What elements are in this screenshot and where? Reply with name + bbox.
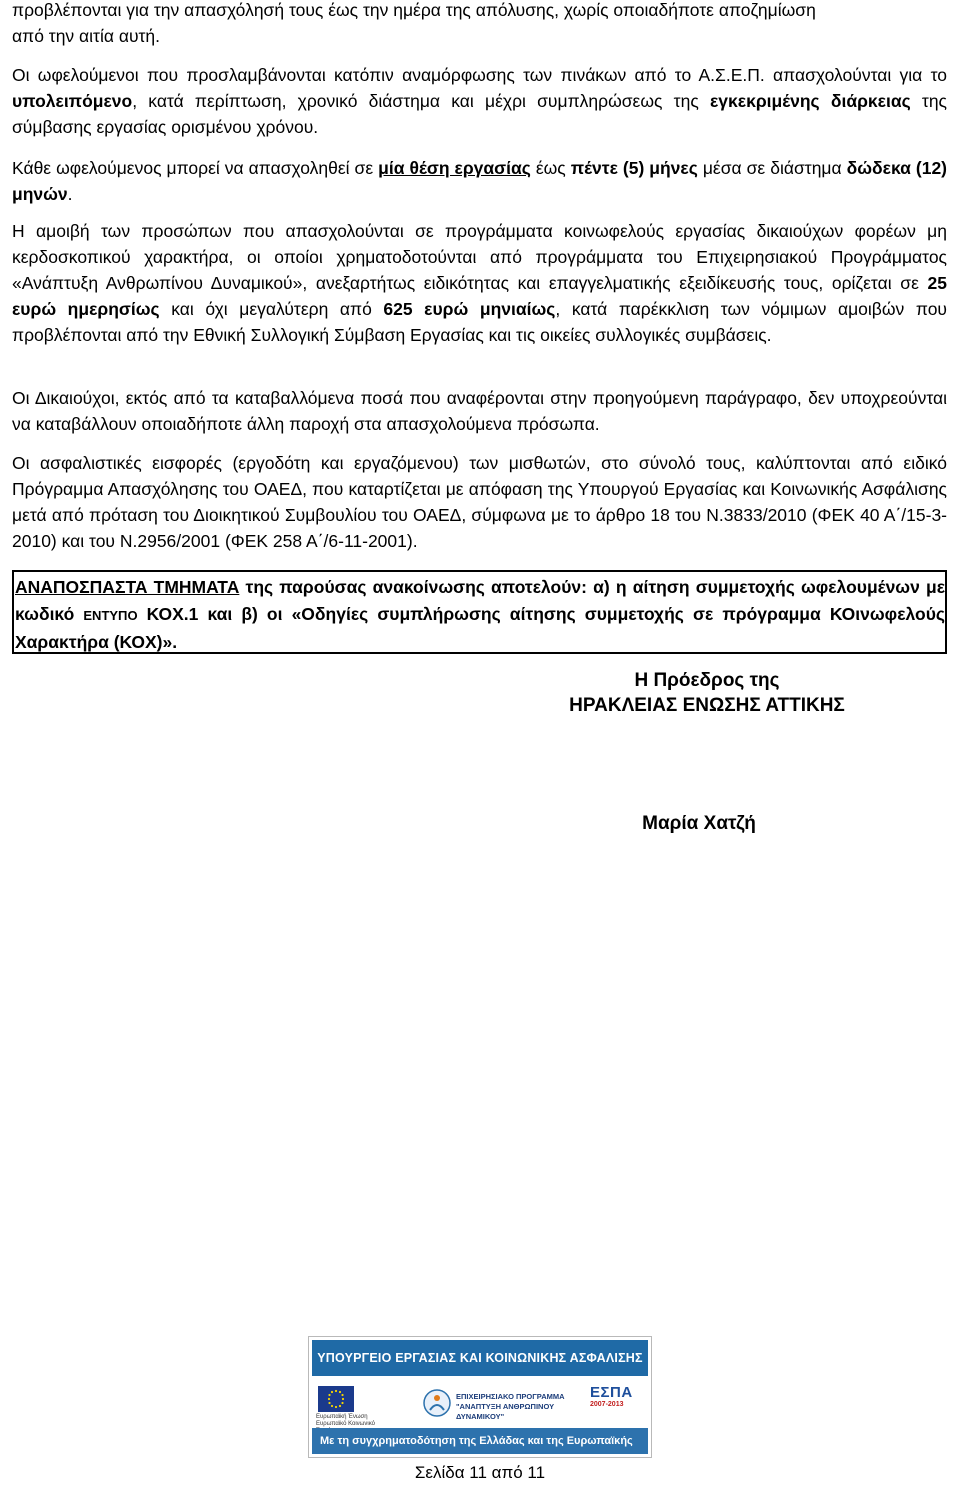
eu-flag-icon — [318, 1386, 354, 1412]
text-run: . — [67, 184, 73, 204]
bold-text: εγκεκριμένης διάρκειας — [709, 91, 911, 111]
espa-word: ΕΣΠΑ — [590, 1384, 633, 1401]
text-run: Κάθε ωφελούμενος μπορεί να απασχοληθεί σε — [12, 158, 379, 178]
programme-line2: "ΑΝΑΠΤΥΞΗ ΑΝΘΡΩΠΙΝΟΥ ΔΥΝΑΜΙΚΟΥ" — [456, 1402, 555, 1421]
espa-years: 2007-2013 — [590, 1401, 624, 1408]
programme-line1: ΕΠΙΧΕΙΡΗΣΙΑΚΟ ΠΡΟΓΡΑΜΜΑ — [456, 1392, 565, 1401]
text-run: της παρούσας ανακοίνωσης αποτελούν: α) η αίτηση συμμετοχής ωφελουμένων με κωδικό — [15, 577, 946, 624]
bold-text: 25 ευρώ ημερησίως — [12, 273, 947, 319]
text-run: της σύμβασης εργασίας ορισμένου χρόνου. — [12, 91, 947, 137]
text-run: Οι ασφαλιστικές εισφορές (εργοδότη και εργαζόμενου) των μισθωτών, στο σύνολό τους, καλύπτονται από ειδικό Πρόγραμμα Απασχόλησης του ΟΑΕΔ, που καταρτίζεται με απόφαση της Υπουργού Εργασίας και Κοινωνικής Ασφάλισης μετά από πρόταση του Διοικητικού Συμβουλίου του ΟΑΕΔ, σύμφωνα με το άρθρο 18 του Ν.3833/2010 (ΦΕΚ 40 Α΄/15-3-2010) και του Ν.2956/2001 (ΦΕΚ 258 Α΄/6-11-2001). — [12, 453, 947, 551]
paragraph-duration — [12, 155, 947, 207]
text-line: προβλέπονται για την απασχόλησή τους έως την ημέρα της απόλυσης, χωρίς οποιαδήποτε αποζημίωση — [12, 0, 816, 20]
signature-role — [566, 670, 848, 717]
paragraph-insurance — [12, 450, 947, 554]
bold-text: δώδεκα (12) μηνών — [12, 158, 948, 204]
notice-box — [12, 570, 947, 654]
text-run: , κατά περίπτωση, χρονικό διάστημα και μέχρι συμπληρώσεως της — [132, 91, 710, 111]
paragraph-remuneration — [12, 218, 947, 348]
signature-role-line1: Η Πρόεδρος της — [634, 670, 780, 691]
text-run: Οι ωφελούμενοι που προσλαμβάνονται κατόπιν αναμόρφωσης των πινάκων από το Α.Σ.Ε.Π. απασχολούνται για το — [12, 65, 947, 85]
operational-programme-logo — [422, 1384, 577, 1424]
paragraph-dismissal — [12, 0, 947, 49]
text-run: , κατά παρέκκλιση των νόμιμων αμοιβών που προβλέπονται από την Εθνική Συλλογική Σύμβαση Εργασίας και τις οικείες συλλογικές συμβάσεις. — [12, 299, 947, 345]
text-run: ΚΟΧ.1 και β) οι «Οδηγίες συμπλήρωσης αίτησης συμμετοχής σε πρόγραμμα ΚΟινωφελούς Χαρακτήρα (ΚΟΧ)». — [15, 604, 945, 652]
signature-role-line2: ΗΡΑΚΛΕΙΑΣ ΕΝΩΣΗΣ ΑΤΤΙΚΗΣ — [569, 695, 845, 716]
logos-strip — [312, 1378, 648, 1429]
bold-text: υπολειπόμενο — [12, 91, 133, 111]
underlined-bold-text: μία θέση εργασίας — [378, 158, 531, 178]
cofunding-caption: Με τη συγχρηματοδότηση της Ελλάδας και της Ευρωπαϊκής Ένωσης — [312, 1428, 648, 1454]
text-run: Η αμοιβή των προσώπων που απασχολούνται σε προγράμματα κοινωφελούς εργασίας δικαιούχων φορέων μη κερδοσκοπικού χαρακτήρα, οι οποίοι χρηματοδοτούνται από προγράμματα του Επιχειρησιακού Προγράμματος «Ανάπτυξη Ανθρωπίνου Δυναμικού», ανεξαρτήτως ειδικότητας και επαγγελματικής εξειδίκευσής τους, ορίζεται σε — [12, 221, 947, 293]
text-run: Οι Δικαιούχοι, εκτός από τα καταβαλλόμενα ποσά που αναφέρονται στην προηγούμενη παράγραφο, δεν υποχρεούνται να καταβάλλουν οποιαδήποτε άλλη παροχή στα απασχολούμενα πρόσωπα. — [12, 388, 947, 434]
page-number: Σελίδα 11 από 11 — [414, 1463, 546, 1482]
form-label: ΕΝΤΥΠΟ — [83, 608, 138, 623]
text-run: και όχι μεγαλύτερη από — [159, 299, 384, 319]
text-run: μέσα σε διάστημα — [697, 158, 847, 178]
eu-label: Ευρωπαϊκή Ένωση Ευρωπαϊκό Κοινωνικό — [316, 1414, 375, 1427]
signature-name: Μαρία Χατζή — [642, 813, 756, 834]
programme-title — [456, 1392, 577, 1422]
underlined-heading: ΑΝΑΠΟΣΠΑΣΤΑ ΤΜΗΜΑΤΑ — [15, 577, 240, 597]
paragraph-beneficiaries — [12, 385, 947, 437]
bold-text: 625 ευρώ μηνιαίως — [383, 299, 556, 319]
text-line: από την αιτία αυτή. — [12, 26, 161, 46]
paragraph-asep — [12, 62, 947, 140]
programme-emblem-icon — [422, 1388, 452, 1418]
text-run: έως — [530, 158, 571, 178]
espa-logo — [590, 1384, 646, 1424]
notice-text — [14, 572, 945, 656]
ministry-header: ΥΠΟΥΡΓΕΙΟ ΕΡΓΑΣΙΑΣ ΚΑΙ ΚΟΙΝΩΝΙΚΗΣ ΑΣΦΑΛΙΣΗΣ — [312, 1340, 648, 1376]
bold-text: πέντε (5) μήνες — [570, 158, 698, 178]
